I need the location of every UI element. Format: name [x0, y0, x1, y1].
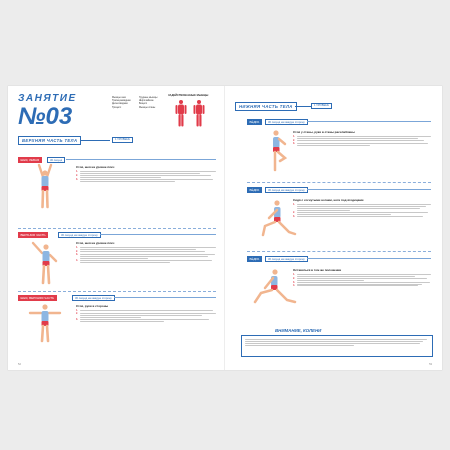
text-placeholder — [297, 215, 432, 218]
section-title-upper: ВЕРХНЯЯ ЧАСТЬ ТЕЛА — [18, 136, 81, 145]
text-placeholder — [297, 284, 432, 287]
warning-text — [245, 339, 427, 346]
step-number: 2. — [293, 210, 295, 214]
muscle-list-1 — [112, 96, 131, 109]
exercise-bar: БЁДРА — [247, 119, 262, 125]
warning-title: ВНИМАНИЕ, КОЛЕНИ — [275, 328, 322, 333]
step-number: 3. — [76, 317, 78, 321]
exercise-steps — [293, 273, 431, 287]
right-page — [225, 86, 442, 370]
divider — [247, 251, 431, 252]
duration-badge: 30 секунд на каждую сторону — [58, 232, 101, 238]
duration-badge: 30 секунд на каждую сторону — [265, 187, 308, 193]
step-number: 1. — [293, 273, 295, 276]
figure-stand-arms-up — [30, 163, 60, 211]
step — [76, 259, 216, 263]
exercise-rule — [307, 258, 431, 259]
exercise-heading: Стоя у стены, руки в стены расслаблены — [293, 130, 355, 134]
step-number: 2. — [76, 312, 78, 316]
divider — [18, 228, 216, 229]
text-placeholder — [80, 259, 217, 263]
muscle-item: Грудные мышцы — [139, 96, 158, 99]
figure-deep-lunge — [251, 266, 297, 306]
exercise-rule — [307, 121, 431, 122]
exercise-heading: Стоя, шея на уровне плеч — [76, 241, 115, 245]
duration-badge: 30 секунд на каждую сторону — [72, 295, 115, 301]
text-placeholder — [80, 178, 217, 182]
muscle-list-2 — [139, 96, 157, 109]
exercise-bar: ШЕЯ, ВЕРХНЯЯ ЧАСТЬ — [18, 295, 57, 301]
muscle-item: Трапециевидная — [112, 99, 131, 103]
section-title-lower: НИЖНЯЯ ЧАСТЬ ТЕЛА — [235, 102, 297, 111]
muscle-item: Трицепс — [112, 105, 122, 109]
muscle-diagram — [171, 99, 211, 129]
step-number: 4. — [76, 258, 78, 262]
muscle-item: Широчайшие — [139, 99, 154, 103]
exercise-heading: Оставаться в том же положении — [293, 268, 342, 272]
step-number: 3. — [76, 252, 78, 256]
lesson-title — [18, 94, 77, 129]
level-badge: 1 УРОВЕНЬ — [112, 137, 133, 143]
left-page — [8, 86, 224, 370]
muscle-item: Мышцы спины — [139, 105, 156, 109]
figure-arms-wide — [28, 301, 62, 345]
page-number: 53 — [429, 363, 432, 366]
step — [76, 318, 216, 322]
text-placeholder — [297, 203, 432, 211]
exercise-steps — [76, 170, 216, 181]
step-number: 1. — [76, 246, 78, 249]
exercise-rule — [100, 234, 216, 235]
step — [293, 284, 431, 287]
exercise-steps — [76, 309, 216, 322]
exercise-bar: БЁДРА — [247, 256, 262, 262]
figure-quad-stretch — [265, 128, 291, 174]
divider — [247, 182, 431, 183]
page-number: 52 — [18, 363, 21, 366]
step-number: 3. — [293, 280, 295, 284]
exercise-heading: Сидя с согнутыми ногами, ноги под ягодицами — [293, 198, 364, 202]
exercise-rule — [307, 189, 431, 190]
figure-side-stretch — [30, 239, 62, 287]
exercise-steps — [76, 246, 216, 262]
muscle-item: Дельтовидная — [112, 102, 128, 106]
exercise-heading: Стоя, шея на уровне плеч — [76, 165, 115, 169]
duration-badge: 30 секунд — [47, 157, 65, 163]
lesson-title-word: ЗАНЯТИЕ — [18, 93, 77, 104]
step-number: 2. — [76, 249, 78, 253]
text-placeholder — [80, 318, 217, 322]
lesson-title-number: №03 — [18, 103, 73, 130]
muscle-item: Мышцы шеи — [112, 96, 126, 99]
section-rule — [80, 140, 110, 141]
exercise-heading: Стоя, руки в стороны — [76, 304, 109, 308]
divider — [18, 291, 216, 292]
step-number: 1. — [76, 170, 78, 173]
step-number: 2. — [293, 138, 295, 142]
step-number: 2. — [76, 173, 78, 177]
exercise-rule — [66, 159, 216, 160]
step-number: 3. — [293, 141, 295, 145]
muscle-item: Бицепс — [139, 102, 148, 106]
exercise-steps — [293, 135, 431, 146]
exercise-bar: БЁДРА — [247, 187, 262, 193]
step-number: 1. — [293, 135, 295, 138]
duration-badge: 30 секунд на каждую сторону — [265, 256, 308, 262]
exercise-rule — [114, 297, 216, 298]
step-number: 3. — [76, 177, 78, 181]
exercise-bar: ШЕЯ, ЛЕВАЯ — [18, 157, 42, 163]
step — [293, 215, 431, 218]
level-badge: 1 УРОВЕНЬ — [311, 103, 332, 109]
step-number: 2. — [293, 276, 295, 280]
muscles-heading: ЗАДЕЙСТВОВАННЫЕ МЫШЦЫ — [168, 94, 209, 97]
step-number: 1. — [76, 309, 78, 312]
exercise-bar: ВЕРХНЯЯ ЧАСТЬ — [18, 232, 48, 238]
step — [293, 142, 431, 146]
step — [76, 178, 216, 182]
step-number: 1. — [293, 203, 295, 206]
step-number: 4. — [293, 284, 295, 288]
step — [293, 203, 431, 211]
step-number: 3. — [293, 214, 295, 218]
exercise-steps — [293, 203, 431, 218]
figure-lunge — [257, 198, 297, 238]
book-spread — [8, 86, 442, 370]
text-placeholder — [297, 142, 432, 146]
duration-badge: 30 секунд на каждую сторону — [265, 119, 308, 125]
